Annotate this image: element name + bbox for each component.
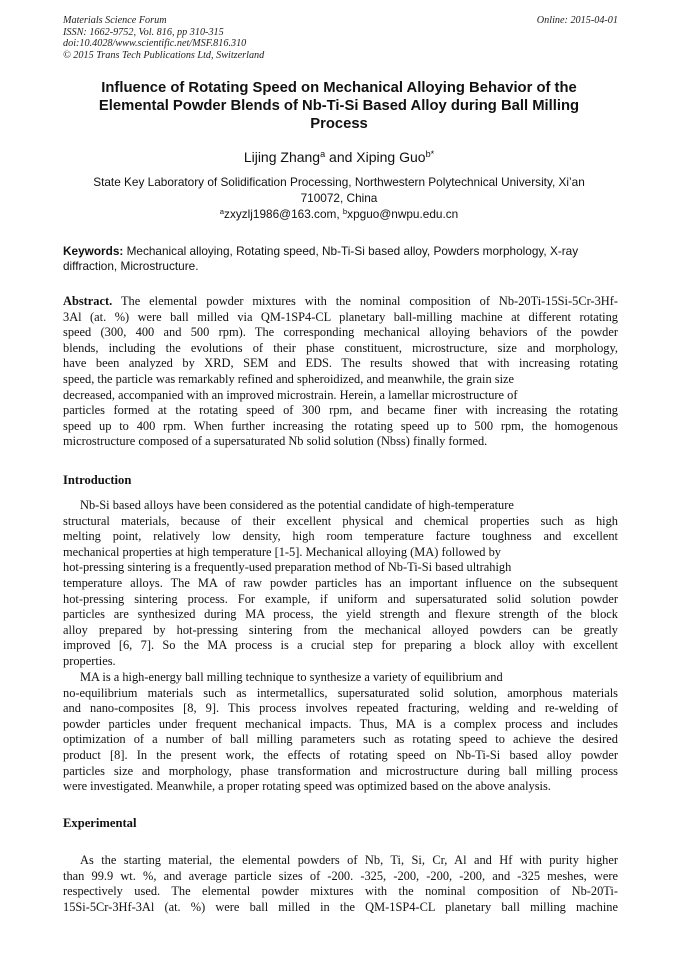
journal-header	[63, 15, 618, 61]
paragraph-line: particles size and morphology, phase transformation and microstructure during ball milling process	[63, 763, 618, 778]
abstract-line: blends, including the evolutions of their phase constituent, microstructure, size and morphology,	[63, 340, 618, 355]
section-heading-introduction: Introduction	[63, 473, 132, 487]
paragraph-line: mechanical properties at high temperature [1-5]. Mechanical alloying (MA) followed by	[63, 544, 501, 559]
issn-line: ISSN: 1662-9752, Vol. 816, pp 310-315	[63, 26, 224, 38]
paragraph-line: temperature alloys. The MA of raw powder particles has an important influence on the subsequent	[63, 575, 618, 590]
copyright-line: © 2015 Trans Tech Publications Ltd, Switzerland	[63, 49, 265, 61]
author-conjunction: and	[325, 149, 357, 165]
email-address: xpguo@nwpu.edu.cn	[347, 207, 459, 221]
author-emails	[60, 207, 618, 222]
paragraph-line: hot-pressing sintering process. For example, if uniform and supersaturated solid solution powder	[63, 591, 618, 606]
title-line: Process	[310, 116, 368, 133]
paragraph-line: MA is a high-energy ball milling technique to synthesize a variety of equilibrium and	[80, 670, 503, 684]
affiliation	[60, 175, 618, 206]
paragraph-line: were investigated. Meanwhile, a proper rotating speed was optimized based on the above analysis.	[63, 779, 551, 794]
paragraph-line: properties.	[63, 653, 116, 668]
title-line: Elemental Powder Blends of Nb-Ti-Si Based Alloy during Ball Milling	[98, 98, 580, 115]
author-name: Lijing Zhang	[243, 149, 321, 165]
paragraph-line: As the starting material, the elemental powders of Nb, Ti, Si, Cr, Al and Hf with purity higher	[80, 853, 618, 867]
paragraph-line: Nb-Si based alloys have been considered as the potential candidate of high-temperature	[80, 498, 514, 512]
author-list	[60, 148, 618, 166]
paragraph-line: product [8]. In the present work, the effects of rotating speed on Nb-Ti-Si based alloy powder	[63, 747, 618, 762]
abstract-label: Abstract.	[63, 294, 113, 308]
email-mark: a	[219, 206, 225, 216]
author-affil-mark: a	[320, 149, 326, 159]
abstract-text: The elemental powder mixtures with the nominal composition of Nb-20Ti-15Si-5Cr-3Hf-	[112, 294, 618, 308]
abstract-line: speed (300, 400 and 500 rpm). The corresponding mechanical alloying behaviors of the powder	[63, 325, 618, 340]
section-heading-experimental: Experimental	[63, 816, 137, 830]
abstract-line: speed up to 400 rpm. When further increasing the rotating speed up to 500 rpm, the homogenous	[63, 418, 618, 433]
affiliation-line: State Key Laboratory of Solidification Processing, Northwestern Polytechnical University, Xi’an	[93, 175, 585, 189]
introduction-paragraph	[63, 670, 618, 795]
paragraph-line: structural materials, because of their excellent physical and chemical properties such as high	[63, 513, 618, 528]
paragraph-line: particles are synthesized during MA process, the yield strength and flexure strength of the block	[63, 607, 618, 622]
paragraph-line: and nano-composites [8, 9]. This process involves repeated fracturing, welding and re-welding of	[63, 701, 618, 716]
paragraph-line: 15Si-5Cr-3Hf-3Al (at. %) were ball milled in the QM-1SP4-CL planetary ball milling machine	[63, 899, 618, 914]
paragraph-line: respectively used. The elemental powder mixtures with the nominal composition of Nb-20Ti-	[63, 884, 618, 899]
paragraph-line: optimization of a number of ball milling parameters such as rotating speed to achieve the desired	[63, 732, 618, 747]
paragraph-line: no-equilibrium materials such as intermetallics, supersaturated solid solution, amorphous materials	[63, 685, 618, 700]
paragraph-line: improved [6, 7]. So the MA process is a crucial step for preparing a block alloy with excellent	[63, 638, 618, 653]
paragraph-line: melting point, relatively low density, high room temperature facture toughness and excellent	[63, 529, 618, 544]
abstract-line: decreased, accompanied with an improved microstrain. Herein, a lamellar microstructure of	[63, 387, 518, 402]
abstract-line: particles formed at the rotating speed of 300 rpm, and became finer with increasing the rotating	[63, 403, 618, 418]
keywords-text: Mechanical alloying, Rotating speed, Nb-Ti-Si based alloy, Powders morphology, X-ray	[123, 244, 579, 258]
abstract-line: speed, the particle was remarkably refined and spheroidized, and meanwhile, the grain size	[63, 371, 515, 386]
keywords-label: Keywords:	[63, 244, 124, 258]
doi-line: doi:10.4028/www.scientific.net/MSF.816.310	[63, 38, 247, 50]
abstract-line: 3Al (at. %) were ball milled via QM-1SP4-CL planetary ball-milling machine at different rotating	[63, 309, 618, 324]
journal-name: Materials Science Forum	[63, 15, 167, 26]
title-line: Influence of Rotating Speed on Mechanical Alloying Behavior of the	[101, 80, 577, 96]
abstract	[63, 294, 618, 450]
paragraph-line: hot-pressing sintering is a frequently-used preparation method of Nb-Ti-Si based ultrahigh	[63, 560, 512, 575]
abstract-line: have been analyzed by XRD, SEM and EDS. The results showed that with increasing rotating	[63, 356, 618, 371]
keywords-text: diffraction, Microstructure.	[63, 259, 199, 274]
author-name: Xiping Guo	[356, 149, 426, 165]
email-address: zxyzlj1986@163.com,	[224, 207, 343, 221]
online-date: Online: 2015-04-01	[536, 15, 618, 26]
introduction-paragraph	[63, 498, 618, 670]
abstract-line: microstructure composed of a supersaturated Nb solid solution (Nbss) finally formed.	[63, 434, 488, 449]
email-mark: b	[342, 206, 348, 216]
experimental-paragraph	[63, 853, 618, 915]
paragraph-line: powder particles under frequent mechanical impacts. Thus, MA is a complex process and includes	[63, 716, 618, 731]
author-affil-mark: b*	[425, 149, 435, 159]
affiliation-line: 710072, China	[300, 190, 378, 205]
keywords	[63, 244, 618, 275]
paper-title	[60, 79, 618, 134]
paragraph-line: alloy prepared by hot-pressing sintering from the mechanical alloyed powders can be greatly	[63, 622, 618, 637]
paragraph-line: than 99.9 wt. %, and average particle sizes of -200. -325, -200, -200, -200, and -325 meshes, were	[63, 868, 618, 883]
